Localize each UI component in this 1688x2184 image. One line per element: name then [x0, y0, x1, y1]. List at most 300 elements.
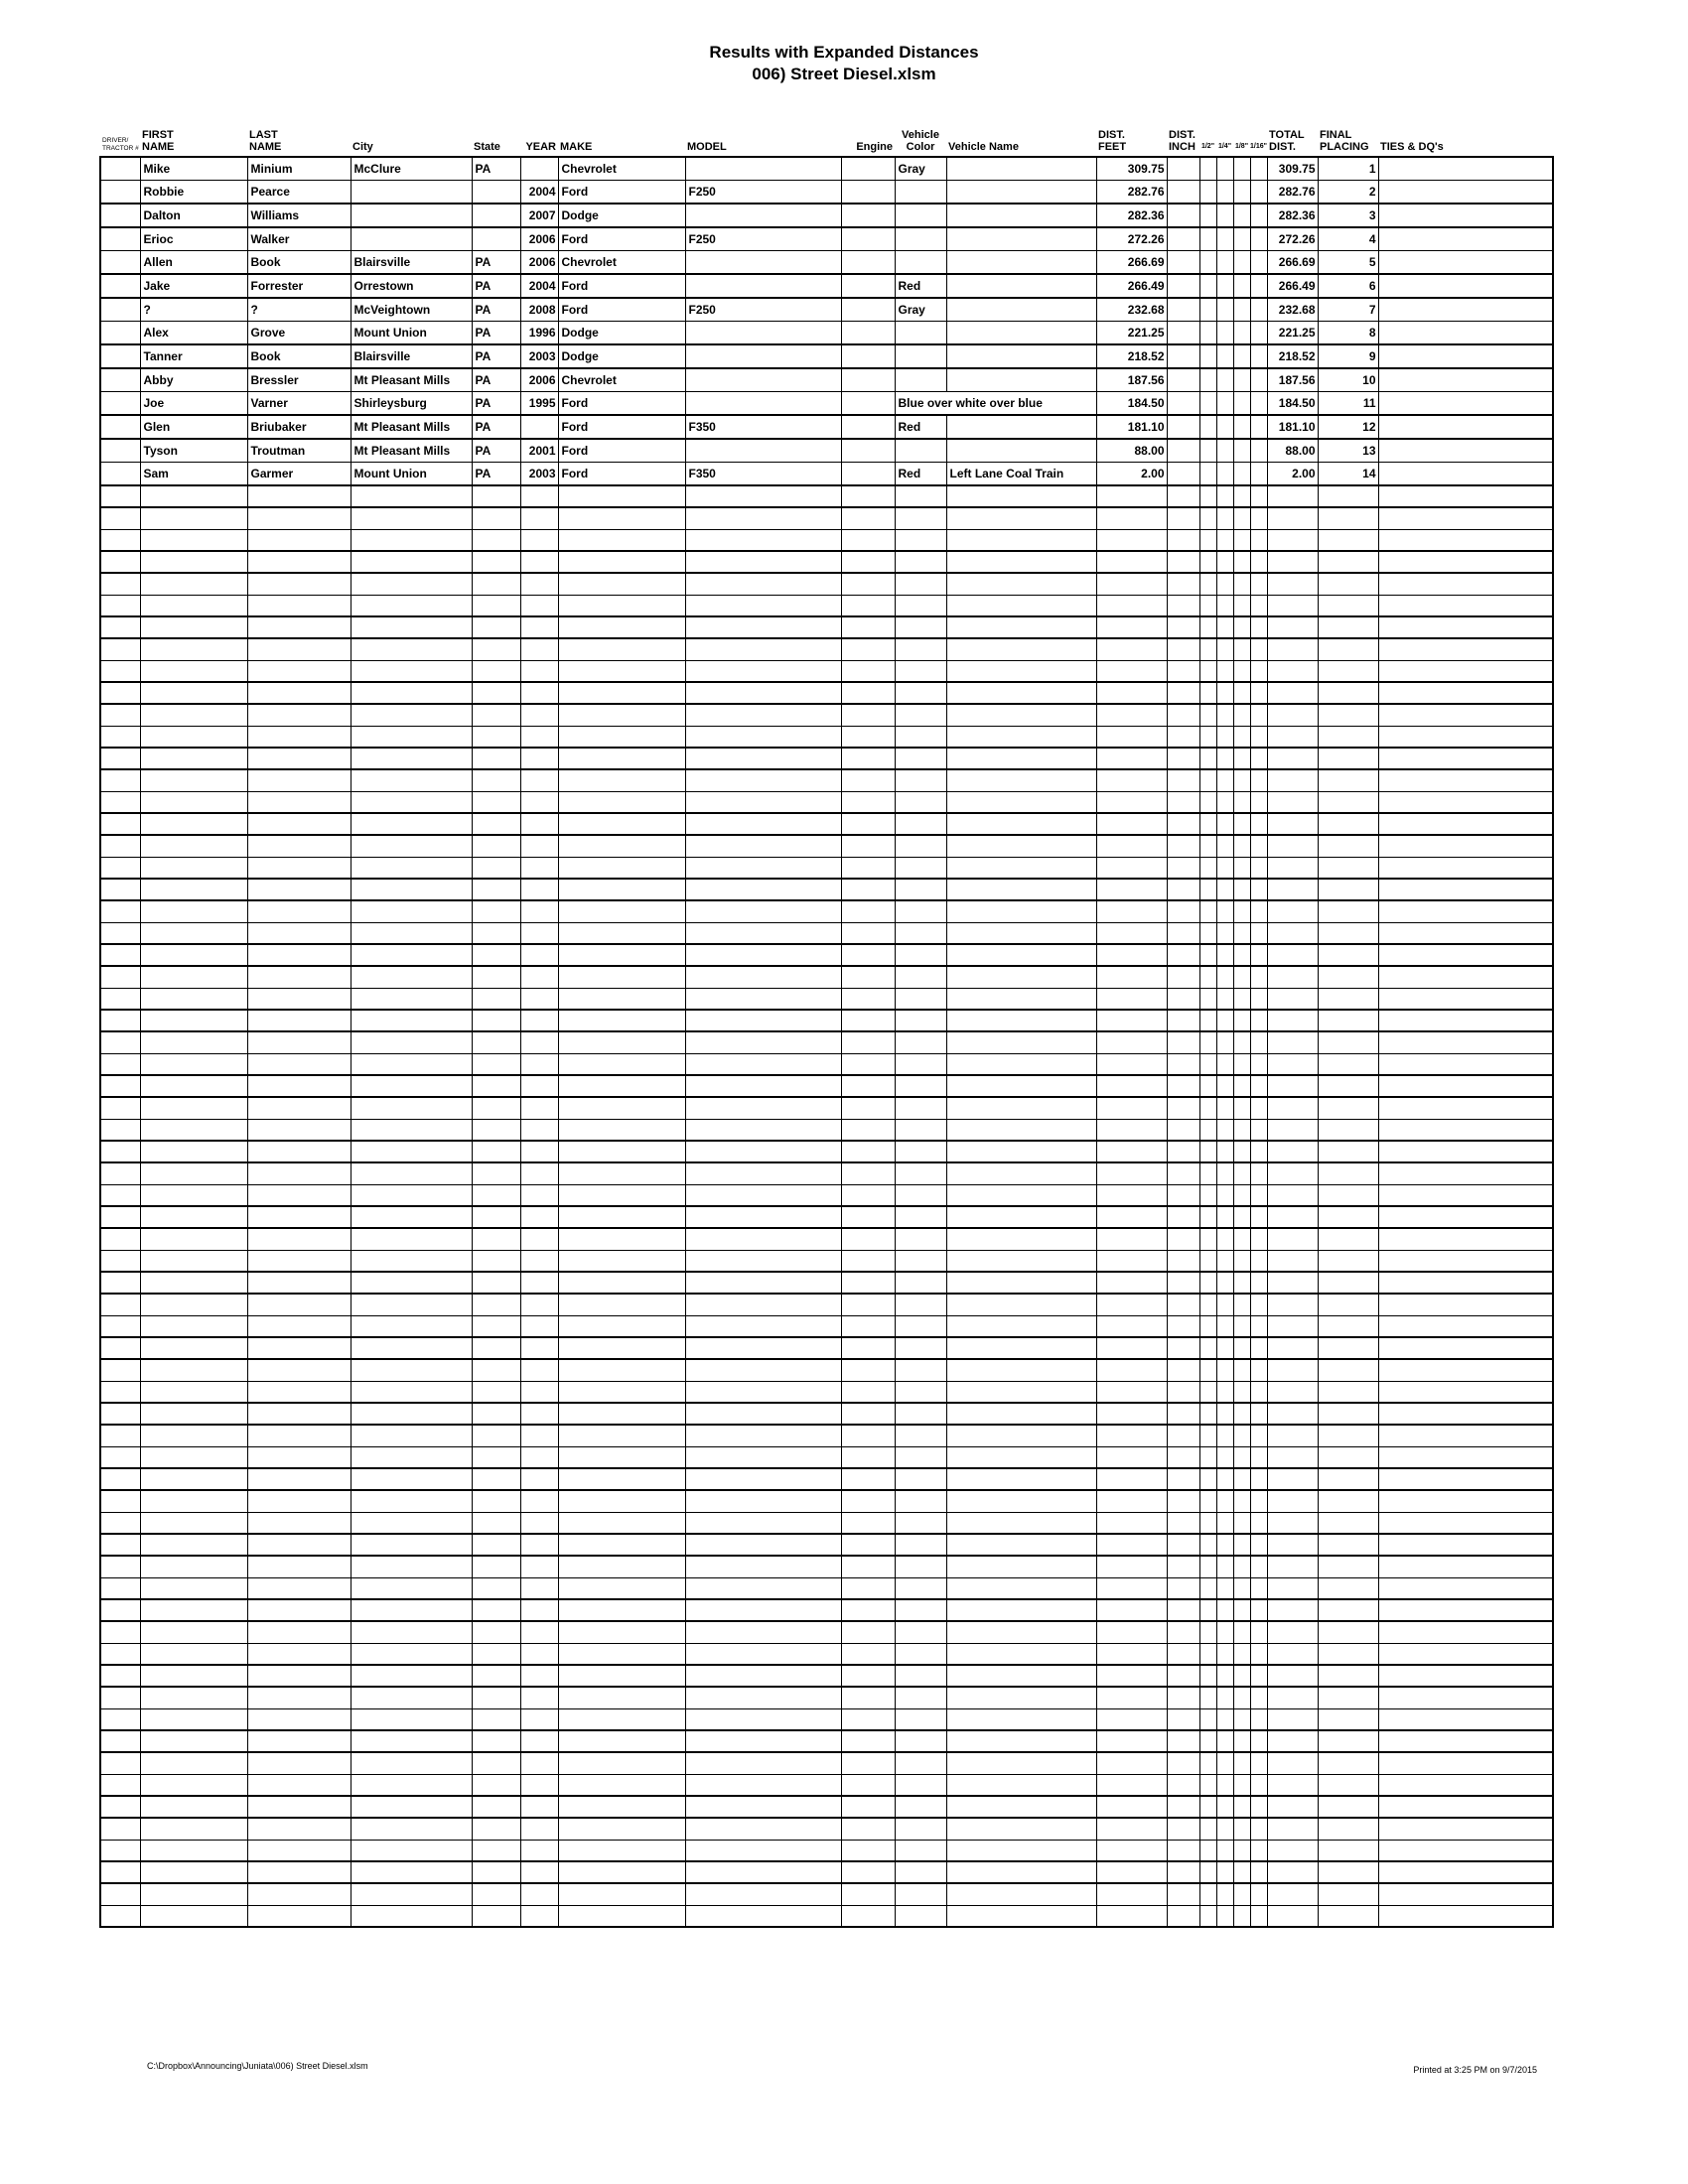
empty-cell	[1378, 507, 1553, 529]
empty-cell	[247, 1621, 351, 1643]
cell-ties	[1378, 344, 1553, 368]
cell-year: 2008	[520, 298, 558, 322]
empty-cell	[841, 791, 895, 813]
empty-cell	[685, 1468, 841, 1490]
empty-cell	[1233, 1818, 1250, 1840]
empty-cell	[140, 835, 247, 857]
empty-cell	[685, 485, 841, 507]
empty-cell	[1267, 1687, 1318, 1708]
empty-cell	[685, 1010, 841, 1031]
empty-cell	[351, 1403, 472, 1425]
empty-cell	[1250, 988, 1267, 1010]
empty-cell	[946, 1599, 1096, 1621]
empty-cell	[946, 1184, 1096, 1206]
empty-cell	[1216, 748, 1233, 769]
empty-cell	[1216, 1381, 1233, 1403]
empty-cell	[558, 1840, 685, 1861]
empty-cell	[1096, 1010, 1167, 1031]
empty-cell	[1199, 1446, 1216, 1468]
cell-placing: 4	[1318, 227, 1378, 251]
empty-cell	[946, 682, 1096, 704]
empty-cell	[1199, 1752, 1216, 1774]
cell-model	[685, 344, 841, 368]
cell-state	[472, 181, 520, 205]
cell-vehicle_name	[946, 181, 1096, 205]
empty-cell	[1096, 1206, 1167, 1228]
empty-cell	[841, 1250, 895, 1272]
empty-cell	[1167, 1577, 1199, 1599]
empty-cell	[1167, 660, 1199, 682]
cell-sixteenth	[1250, 181, 1267, 205]
cell-color: Gray	[895, 298, 946, 322]
empty-cell	[247, 638, 351, 660]
empty-cell	[100, 573, 140, 595]
empty-cell	[895, 791, 946, 813]
empty-cell	[1267, 1905, 1318, 1927]
empty-cell	[1199, 879, 1216, 900]
empty-cell	[1199, 638, 1216, 660]
empty-cell	[1233, 1840, 1250, 1861]
empty-cell	[841, 682, 895, 704]
empty-cell	[1267, 835, 1318, 857]
empty-cell	[1233, 1403, 1250, 1425]
empty-cell	[472, 1818, 520, 1840]
cell-dist_feet: 232.68	[1096, 298, 1167, 322]
cell-dist_inch	[1167, 251, 1199, 275]
empty-cell	[558, 1315, 685, 1337]
empty-cell	[1250, 1075, 1267, 1097]
empty-row	[100, 1818, 1553, 1840]
cell-total: 309.75	[1267, 157, 1318, 181]
empty-cell	[1318, 1162, 1378, 1184]
empty-cell	[1096, 944, 1167, 966]
empty-row	[100, 726, 1553, 748]
empty-cell	[1167, 922, 1199, 944]
empty-cell	[685, 988, 841, 1010]
empty-cell	[1233, 1905, 1250, 1927]
empty-cell	[247, 835, 351, 857]
empty-cell	[841, 1621, 895, 1643]
empty-cell	[1318, 1687, 1378, 1708]
cell-placing: 10	[1318, 368, 1378, 392]
empty-cell	[1250, 1010, 1267, 1031]
empty-cell	[247, 1294, 351, 1315]
empty-cell	[1216, 1206, 1233, 1228]
empty-cell	[1233, 1250, 1250, 1272]
cell-dist_inch	[1167, 344, 1199, 368]
empty-cell	[1267, 1162, 1318, 1184]
cell-tractor	[100, 227, 140, 251]
empty-cell	[946, 529, 1096, 551]
empty-cell	[1199, 485, 1216, 507]
empty-cell	[1233, 1577, 1250, 1599]
empty-cell	[1216, 1141, 1233, 1162]
cell-state: PA	[472, 463, 520, 486]
empty-cell	[841, 1512, 895, 1534]
empty-cell	[1216, 529, 1233, 551]
empty-cell	[1096, 726, 1167, 748]
empty-cell	[351, 1621, 472, 1643]
empty-cell	[1096, 857, 1167, 879]
cell-last: Troutman	[247, 439, 351, 463]
empty-cell	[558, 1425, 685, 1446]
empty-cell	[841, 704, 895, 726]
empty-cell	[1318, 1818, 1378, 1840]
empty-cell	[1167, 1708, 1199, 1730]
empty-cell	[946, 1468, 1096, 1490]
empty-cell	[140, 1184, 247, 1206]
empty-row	[100, 791, 1553, 813]
empty-cell	[1318, 1468, 1378, 1490]
cell-sixteenth	[1250, 157, 1267, 181]
empty-cell	[1318, 1141, 1378, 1162]
cell-dist_inch	[1167, 227, 1199, 251]
empty-cell	[1267, 1294, 1318, 1315]
empty-cell	[841, 1294, 895, 1315]
empty-cell	[247, 1141, 351, 1162]
cell-half	[1199, 392, 1216, 416]
empty-cell	[1233, 1752, 1250, 1774]
empty-cell	[1318, 966, 1378, 988]
empty-cell	[100, 1425, 140, 1446]
empty-cell	[351, 857, 472, 879]
empty-cell	[472, 1534, 520, 1556]
empty-cell	[1250, 966, 1267, 988]
cell-dist_feet: 282.36	[1096, 204, 1167, 227]
empty-cell	[247, 1861, 351, 1883]
cell-color	[895, 322, 946, 345]
empty-cell	[1233, 1490, 1250, 1512]
empty-cell	[100, 1031, 140, 1053]
cell-ties	[1378, 463, 1553, 486]
empty-cell	[1167, 1381, 1199, 1403]
empty-cell	[558, 1294, 685, 1315]
empty-cell	[472, 1577, 520, 1599]
empty-cell	[1233, 791, 1250, 813]
empty-cell	[946, 1905, 1096, 1927]
empty-cell	[1267, 1446, 1318, 1468]
empty-cell	[247, 879, 351, 900]
empty-cell	[1378, 726, 1553, 748]
cell-first: Joe	[140, 392, 247, 416]
empty-cell	[841, 1206, 895, 1228]
cell-engine	[841, 392, 895, 416]
empty-cell	[1233, 922, 1250, 944]
empty-cell	[1378, 1490, 1553, 1512]
cell-state: PA	[472, 344, 520, 368]
empty-cell	[841, 1556, 895, 1577]
empty-cell	[520, 1141, 558, 1162]
empty-cell	[1216, 879, 1233, 900]
empty-cell	[1267, 1730, 1318, 1752]
empty-cell	[895, 1403, 946, 1425]
cell-last: Book	[247, 344, 351, 368]
empty-cell	[351, 1708, 472, 1730]
empty-cell	[1250, 726, 1267, 748]
empty-cell	[100, 922, 140, 944]
empty-cell	[100, 660, 140, 682]
empty-cell	[1250, 791, 1267, 813]
empty-row	[100, 1861, 1553, 1883]
cell-total: 181.10	[1267, 415, 1318, 439]
cell-engine	[841, 181, 895, 205]
empty-cell	[472, 573, 520, 595]
empty-cell	[520, 660, 558, 682]
empty-cell	[140, 638, 247, 660]
empty-cell	[1216, 595, 1233, 616]
empty-cell	[558, 1577, 685, 1599]
empty-cell	[1096, 1599, 1167, 1621]
empty-cell	[1216, 616, 1233, 638]
empty-cell	[520, 769, 558, 791]
empty-cell	[1096, 1577, 1167, 1599]
empty-cell	[1267, 1119, 1318, 1141]
empty-cell	[140, 1097, 247, 1119]
empty-cell	[895, 1708, 946, 1730]
cell-city	[351, 204, 472, 227]
empty-cell	[472, 726, 520, 748]
empty-cell	[351, 1774, 472, 1796]
cell-dist_inch	[1167, 463, 1199, 486]
empty-cell	[685, 1621, 841, 1643]
empty-cell	[1250, 507, 1267, 529]
empty-cell	[895, 1228, 946, 1250]
empty-cell	[1167, 1818, 1199, 1840]
empty-cell	[1250, 595, 1267, 616]
col-header-year: YEAR	[525, 141, 556, 153]
empty-cell	[472, 1905, 520, 1927]
empty-cell	[558, 595, 685, 616]
empty-cell	[1096, 791, 1167, 813]
empty-cell	[1267, 1228, 1318, 1250]
empty-cell	[1096, 1162, 1167, 1184]
empty-cell	[472, 879, 520, 900]
empty-cell	[1096, 507, 1167, 529]
empty-cell	[895, 1337, 946, 1359]
cell-state: PA	[472, 415, 520, 439]
col-header-dist_feet: DIST. FEET	[1098, 129, 1127, 153]
empty-cell	[140, 1337, 247, 1359]
cell-quarter	[1216, 415, 1233, 439]
empty-cell	[1267, 529, 1318, 551]
empty-cell	[1096, 1861, 1167, 1883]
empty-cell	[1250, 1883, 1267, 1905]
empty-cell	[247, 1687, 351, 1708]
empty-cell	[558, 1272, 685, 1294]
empty-cell	[1096, 1075, 1167, 1097]
empty-cell	[558, 1665, 685, 1687]
empty-cell	[895, 660, 946, 682]
empty-cell	[1233, 1381, 1250, 1403]
empty-cell	[1267, 1468, 1318, 1490]
cell-model	[685, 157, 841, 181]
empty-cell	[140, 857, 247, 879]
empty-cell	[1267, 857, 1318, 879]
empty-cell	[100, 988, 140, 1010]
cell-model: F350	[685, 463, 841, 486]
empty-row	[100, 835, 1553, 857]
empty-row	[100, 857, 1553, 879]
empty-cell	[1167, 813, 1199, 835]
cell-tractor	[100, 344, 140, 368]
empty-cell	[841, 1010, 895, 1031]
cell-ties	[1378, 227, 1553, 251]
empty-cell	[1216, 769, 1233, 791]
empty-cell	[1167, 1184, 1199, 1206]
empty-cell	[946, 813, 1096, 835]
empty-cell	[472, 704, 520, 726]
empty-cell	[100, 813, 140, 835]
empty-cell	[558, 1359, 685, 1381]
empty-cell	[1267, 791, 1318, 813]
empty-cell	[1233, 988, 1250, 1010]
empty-cell	[1216, 1403, 1233, 1425]
cell-last: ?	[247, 298, 351, 322]
cell-quarter	[1216, 392, 1233, 416]
cell-year: 2001	[520, 439, 558, 463]
empty-cell	[351, 988, 472, 1010]
empty-cell	[100, 1403, 140, 1425]
empty-cell	[520, 879, 558, 900]
empty-cell	[1233, 1425, 1250, 1446]
empty-cell	[1233, 1883, 1250, 1905]
empty-cell	[520, 1665, 558, 1687]
empty-cell	[100, 551, 140, 573]
empty-cell	[247, 1730, 351, 1752]
empty-cell	[1378, 1534, 1553, 1556]
empty-cell	[1378, 1250, 1553, 1272]
empty-cell	[946, 1403, 1096, 1425]
empty-cell	[895, 1534, 946, 1556]
empty-cell	[520, 922, 558, 944]
empty-cell	[1318, 616, 1378, 638]
empty-cell	[685, 1403, 841, 1425]
cell-city: McVeightown	[351, 298, 472, 322]
empty-cell	[1318, 573, 1378, 595]
cell-half	[1199, 181, 1216, 205]
empty-row	[100, 966, 1553, 988]
empty-cell	[685, 1534, 841, 1556]
empty-cell	[1233, 1359, 1250, 1381]
empty-cell	[841, 748, 895, 769]
empty-cell	[1199, 857, 1216, 879]
cell-city	[351, 181, 472, 205]
empty-cell	[520, 791, 558, 813]
empty-cell	[520, 748, 558, 769]
empty-cell	[1378, 1097, 1553, 1119]
empty-cell	[100, 1621, 140, 1643]
empty-cell	[1167, 1861, 1199, 1883]
empty-cell	[1378, 1774, 1553, 1796]
empty-cell	[1096, 966, 1167, 988]
empty-cell	[1233, 1075, 1250, 1097]
cell-half	[1199, 322, 1216, 345]
empty-cell	[946, 638, 1096, 660]
empty-cell	[520, 507, 558, 529]
empty-cell	[1199, 1774, 1216, 1796]
empty-cell	[1167, 1774, 1199, 1796]
empty-cell	[472, 1403, 520, 1425]
empty-cell	[841, 1075, 895, 1097]
empty-cell	[685, 1119, 841, 1141]
empty-cell	[140, 1075, 247, 1097]
empty-cell	[472, 485, 520, 507]
cell-total: 2.00	[1267, 463, 1318, 486]
empty-cell	[895, 682, 946, 704]
empty-cell	[140, 1840, 247, 1861]
empty-cell	[841, 1796, 895, 1818]
cell-engine	[841, 298, 895, 322]
empty-cell	[1233, 1730, 1250, 1752]
empty-row	[100, 1446, 1553, 1468]
empty-row	[100, 1556, 1553, 1577]
empty-cell	[520, 966, 558, 988]
empty-cell	[351, 1250, 472, 1272]
cell-ties	[1378, 368, 1553, 392]
empty-cell	[351, 638, 472, 660]
empty-cell	[140, 529, 247, 551]
empty-cell	[1096, 835, 1167, 857]
empty-row	[100, 704, 1553, 726]
empty-cell	[1216, 1294, 1233, 1315]
empty-cell	[520, 1337, 558, 1359]
empty-cell	[946, 1359, 1096, 1381]
empty-cell	[1199, 1490, 1216, 1512]
empty-cell	[351, 1556, 472, 1577]
empty-cell	[1233, 1097, 1250, 1119]
empty-row	[100, 922, 1553, 944]
empty-cell	[1199, 966, 1216, 988]
empty-cell	[841, 1861, 895, 1883]
empty-cell	[946, 1490, 1096, 1512]
empty-cell	[1267, 1577, 1318, 1599]
empty-cell	[895, 1294, 946, 1315]
empty-cell	[685, 1708, 841, 1730]
empty-row	[100, 1840, 1553, 1861]
empty-cell	[895, 1512, 946, 1534]
empty-cell	[100, 1818, 140, 1840]
empty-cell	[100, 1162, 140, 1184]
cell-quarter	[1216, 227, 1233, 251]
empty-row	[100, 900, 1553, 922]
empty-cell	[1267, 1403, 1318, 1425]
cell-last: Forrester	[247, 274, 351, 298]
empty-cell	[100, 638, 140, 660]
empty-cell	[1216, 1162, 1233, 1184]
empty-cell	[1167, 1337, 1199, 1359]
empty-cell	[946, 966, 1096, 988]
result-row	[100, 157, 1553, 181]
empty-cell	[1096, 1840, 1167, 1861]
empty-cell	[100, 1228, 140, 1250]
empty-cell	[1199, 1053, 1216, 1075]
empty-cell	[1216, 704, 1233, 726]
empty-cell	[1250, 616, 1267, 638]
cell-ties	[1378, 157, 1553, 181]
cell-model: F350	[685, 415, 841, 439]
empty-cell	[1267, 1621, 1318, 1643]
cell-make: Ford	[558, 274, 685, 298]
empty-cell	[895, 813, 946, 835]
empty-cell	[472, 835, 520, 857]
empty-cell	[946, 1162, 1096, 1184]
empty-cell	[1378, 1643, 1553, 1665]
cell-half	[1199, 415, 1216, 439]
empty-cell	[1233, 1687, 1250, 1708]
cell-make: Dodge	[558, 204, 685, 227]
cell-city: McClure	[351, 157, 472, 181]
empty-cell	[100, 1141, 140, 1162]
